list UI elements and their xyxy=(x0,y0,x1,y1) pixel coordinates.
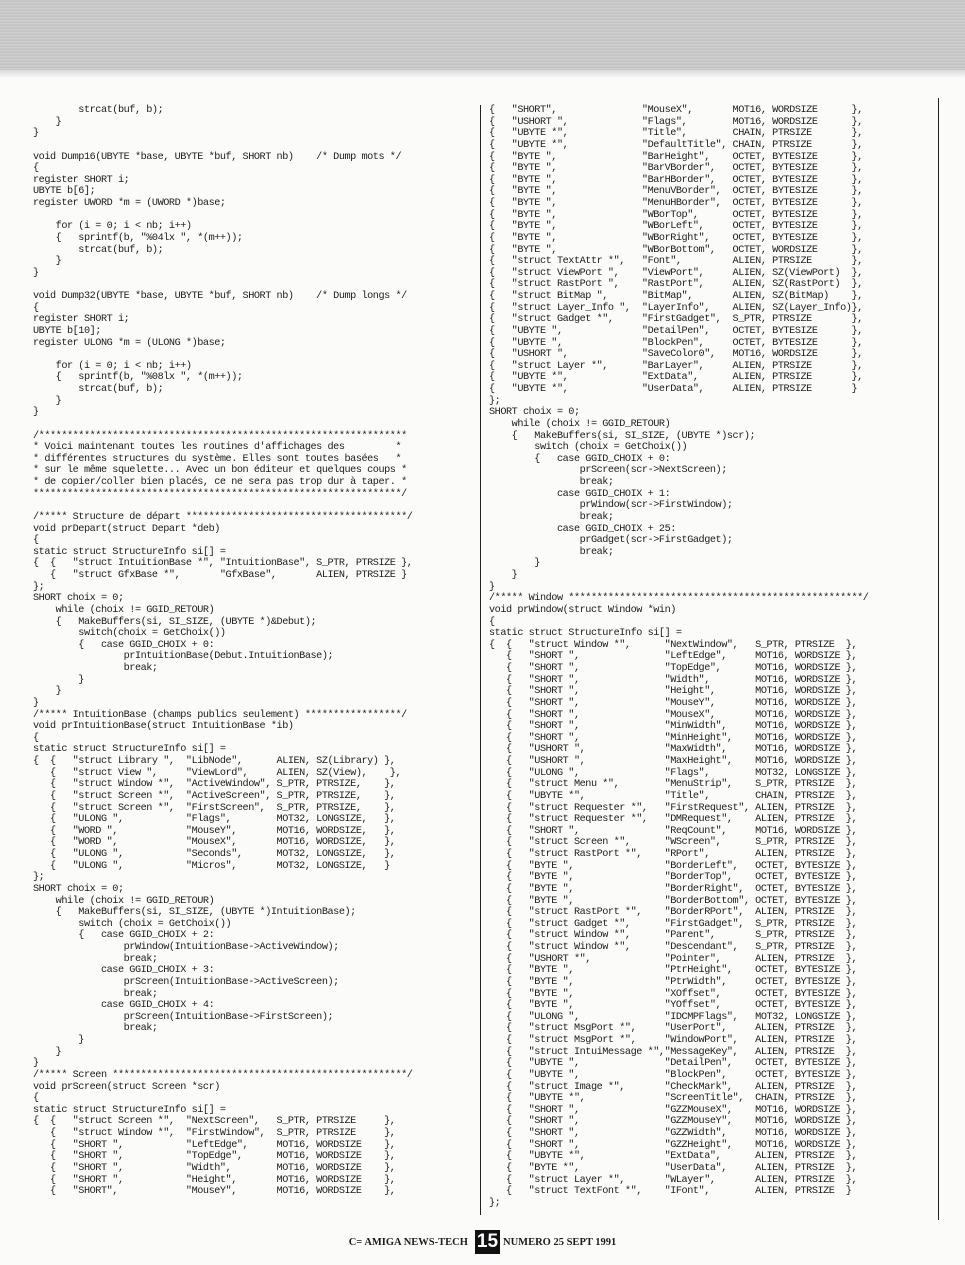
code-line: { "SHORT ", "MinWidth", MOT16, WORDSIZE }, xyxy=(489,721,858,733)
code-line: case GGID_CHOIX + 3: xyxy=(33,965,215,977)
column-divider xyxy=(480,105,481,1215)
code-line: case GGID_CHOIX + 1: xyxy=(489,488,671,500)
code-line: { "BYTE ", "BarHeight", OCTET, BYTESIZE }, xyxy=(489,151,863,163)
code-line: case GGID_CHOIX + 4: xyxy=(33,1000,215,1012)
code-line: { "struct Window *", "Parent", S_PTR, PTRSIZE }, xyxy=(489,930,858,942)
code-column-right xyxy=(489,105,929,1209)
code-line: { "struct RastPort *", "RPort", ALIEN, PTRSIZE }, xyxy=(489,849,858,860)
code-line: { "BYTE ", "PtrHeight", OCTET, BYTESIZE }, xyxy=(489,965,858,977)
code-line: UBYTE b[10]; xyxy=(33,325,101,337)
code-line: { "BYTE ", "BarHBorder", OCTET, BYTESIZE }, xyxy=(489,174,863,186)
code-line: } xyxy=(489,570,518,581)
code-line: for (i = 0; i < nb; i++) xyxy=(33,221,192,233)
code-line: void prWindow(struct Window *win) xyxy=(489,604,676,616)
code-line: { "struct Requester *", "DMRequest", ALIEN, PTRSIZE }, xyxy=(489,814,858,826)
code-line: break; xyxy=(489,546,614,558)
code-line: break; xyxy=(33,663,158,674)
code-line: { "struct TextAttr *", "Font", ALIEN, PTRSIZE }, xyxy=(489,256,863,268)
code-line: { "struct RastPort ", "RastPort", ALIEN, SZ(RastPort) }, xyxy=(489,279,863,291)
code-line: { "BYTE ", "WBorLeft", OCTET, BYTESIZE }, xyxy=(489,221,863,233)
code-line: { "struct GfxBase *", "GfxBase", ALIEN, PTRSIZE } xyxy=(33,570,407,581)
code-line: { "struct Window *", "ActiveWindow", S_PTR, PTRSIZE, }, xyxy=(33,779,396,791)
code-line: { "ULONG ", "Seconds", MOT32, LONGSIZE, }, xyxy=(33,849,396,860)
code-line: register ULONG *m = (ULONG *)base; xyxy=(33,337,226,349)
code-line: { "SHORT ", "GZZMouseX", MOT16, WORDSIZE }, xyxy=(489,1104,858,1116)
code-line: { case GGID_CHOIX + 0: xyxy=(33,639,215,651)
code-line: break; xyxy=(33,988,158,1000)
code-line: } xyxy=(33,128,39,140)
code-line: { xyxy=(33,1093,39,1105)
code-line: { { "struct Screen *", "NextScreen", S_PTR, PTRSIZE }, xyxy=(33,1116,396,1128)
code-line xyxy=(33,500,473,512)
code-line: { "struct MsgPort *", "UserPort", ALIEN, PTRSIZE }, xyxy=(489,1023,858,1035)
magazine-name: C= AMIGA NEWS-TECH xyxy=(348,1236,468,1248)
page-footer xyxy=(0,1227,965,1257)
code-line: { "SHORT ", "LeftEdge", MOT16, WORDSIZE }, xyxy=(489,651,858,663)
code-line: { "USHORT ", "Flags", MOT16, WORDSIZE }, xyxy=(489,116,863,128)
code-line: /***************************************************************** xyxy=(33,430,407,442)
code-line: { "BYTE ", "WBorBottom", OCTET, WORDSIZE }, xyxy=(489,244,863,256)
code-line: } xyxy=(33,1035,84,1046)
code-line: * de copier/coller bien placés, ce ne sera pas trop dur à taper. * xyxy=(33,477,407,488)
code-line: { "UBYTE ", "BlockPen", OCTET, BYTESIZE }, xyxy=(489,337,863,349)
code-line: { sprintf(b, "%08lx ", *(m++)); xyxy=(33,372,243,384)
code-line: } xyxy=(489,558,540,570)
code-line: prScreen(IntuitionBase->ActiveScreen); xyxy=(33,976,339,988)
code-line: * Voici maintenant toutes les routines d'affichages des * xyxy=(33,442,402,454)
code-line: } xyxy=(33,697,39,709)
code-line: { "USHORT ", "MaxWidth", MOT16, WORDSIZE }, xyxy=(489,744,858,756)
code-line: strcat(buf, b); xyxy=(33,105,164,116)
code-line: SHORT choix = 0; xyxy=(489,407,580,419)
code-line: { sprintf(b, "%04lx ", *(m++)); xyxy=(33,232,243,244)
code-line: { "SHORT ", "ReqCount", MOT16, WORDSIZE }, xyxy=(489,825,858,837)
code-line: static struct StructureInfo si[] = xyxy=(33,744,226,756)
code-line: } xyxy=(33,407,39,419)
code-line: { "USHORT ", "MaxHeight", MOT16, WORDSIZE }, xyxy=(489,756,858,767)
code-line: prGadget(scr->FirstGadget); xyxy=(489,535,733,547)
header-band xyxy=(0,0,965,78)
code-line: { "struct MsgPort *", "WindowPort", ALIEN, PTRSIZE }, xyxy=(489,1035,858,1046)
code-line: { "SHORT ", "MouseX", MOT16, WORDSIZE }, xyxy=(489,709,858,721)
code-line: /***** Structure de départ ***************************************/ xyxy=(33,511,413,523)
code-line: case GGID_CHOIX + 25: xyxy=(489,523,676,535)
code-line: while (choix != GGID_RETOUR) xyxy=(33,895,215,907)
code-line: } xyxy=(33,395,62,407)
code-line: { "BYTE ", "WBorTop", OCTET, BYTESIZE }, xyxy=(489,209,863,221)
code-line: } xyxy=(33,116,62,128)
code-line xyxy=(33,419,473,431)
code-line: { "struct Screen *", "FirstScreen", S_PTR, PTRSIZE, }, xyxy=(33,802,396,814)
code-line: { xyxy=(33,535,39,547)
code-line: { xyxy=(33,163,39,175)
code-line: register UWORD *m = (UWORD *)base; xyxy=(33,198,226,209)
code-line: { "struct IntuiMessage *","MessageKey", ALIEN, PTRSIZE }, xyxy=(489,1046,858,1058)
code-line: * différentes structures du système. Elles sont toutes basées * xyxy=(33,453,402,465)
code-line: { "struct BitMap ", "BitMap", ALIEN, SZ(BitMap) }, xyxy=(489,291,863,302)
code-line: UBYTE b[6]; xyxy=(33,186,96,198)
code-line: { "SHORT ", "Height", MOT16, WORDSIZE }, xyxy=(33,1174,396,1186)
code-line: { "SHORT ", "Width", MOT16, WORDSIZE }, xyxy=(489,674,858,686)
code-line xyxy=(33,140,473,152)
code-line: switch (choix = GetChoix()) xyxy=(489,442,688,454)
code-line: { "BYTE ", "MenuHBorder", OCTET, BYTESIZE }, xyxy=(489,198,863,209)
code-line: { "BYTE ", "XOffset", OCTET, BYTESIZE }, xyxy=(489,988,858,1000)
code-line: { "struct Menu *", "MenuStrip", S_PTR, PTRSIZE }, xyxy=(489,779,858,791)
code-line: { case GGID_CHOIX + 2: xyxy=(33,930,215,942)
code-line: { xyxy=(33,302,39,314)
code-line: { "SHORT ", "TopEdge", MOT16, WORDSIZE }, xyxy=(489,663,858,674)
code-line: { "SHORT ", "GZZWidth", MOT16, WORDSIZE }, xyxy=(489,1128,858,1139)
code-line: { case GGID_CHOIX + 0: xyxy=(489,453,671,465)
code-line: strcat(buf, b); xyxy=(33,244,164,256)
right-margin-rule xyxy=(938,98,939,1220)
code-line: { MakeBuffers(si, SI_SIZE, (UBYTE *)scr); xyxy=(489,430,756,442)
code-line: } xyxy=(33,267,39,279)
code-line: strcat(buf, b); xyxy=(33,384,164,395)
code-line: { "BYTE ", "BorderLeft", OCTET, BYTESIZE }, xyxy=(489,860,858,872)
code-line: while (choix != GGID_RETOUR) xyxy=(33,604,215,616)
code-line: { "SHORT", "MouseX", MOT16, WORDSIZE }, xyxy=(489,105,863,116)
code-line: { "WORD ", "MouseY", MOT16, WORDSIZE, }, xyxy=(33,825,396,837)
code-line: { "struct ViewPort ", "ViewPort", ALIEN, SZ(ViewPort) }, xyxy=(489,267,863,279)
code-line: static struct StructureInfo si[] = xyxy=(33,1104,226,1116)
page-number: 15 xyxy=(476,1231,499,1252)
code-line: { "SHORT ", "MouseY", MOT16, WORDSIZE }, xyxy=(489,697,858,709)
code-line: { xyxy=(489,616,495,628)
code-line xyxy=(33,349,473,361)
code-line: for (i = 0; i < nb; i++) xyxy=(33,360,192,372)
code-line: { "BYTE ", "BorderBottom", OCTET, BYTESIZE }, xyxy=(489,895,858,907)
code-line: *****************************************************************/ xyxy=(33,488,407,500)
code-line: break; xyxy=(489,477,614,488)
code-line: prScreen(scr->NextScreen); xyxy=(489,465,727,477)
code-line: { "struct Image *", "CheckMark", ALIEN, PTRSIZE }, xyxy=(489,1081,858,1093)
code-line: { "UBYTE *", "DefaultTitle", CHAIN, PTRSIZE }, xyxy=(489,139,863,151)
code-line: { "SHORT ", "LeftEdge", MOT16, WORDSIZE }, xyxy=(33,1139,396,1151)
code-line: { "BYTE ", "BorderTop", OCTET, BYTESIZE }, xyxy=(489,872,858,884)
code-line: { "struct TextFont *", "IFont", ALIEN, PTRSIZE } xyxy=(489,1186,852,1198)
code-line: } xyxy=(33,674,84,686)
code-line: { "SHORT ", "Height", MOT16, WORDSIZE }, xyxy=(489,686,858,698)
code-line: { "BYTE ", "PtrWidth", OCTET, BYTESIZE }, xyxy=(489,976,858,988)
code-line: { "struct RastPort *", "BorderRPort", ALIEN, PTRSIZE }, xyxy=(489,907,858,919)
code-line: void prScreen(struct Screen *scr) xyxy=(33,1081,220,1093)
code-line: { "BYTE ", "WBorRight", OCTET, BYTESIZE }, xyxy=(489,232,863,244)
code-line: { "ULONG ", "Flags", MOT32, LONGSIZE }, xyxy=(489,767,858,779)
code-line: { "SHORT ", "GZZMouseY", MOT16, WORDSIZE }, xyxy=(489,1116,858,1128)
code-line: { "UBYTE *", "ExtData", ALIEN, PTRSIZE }, xyxy=(489,372,863,384)
code-line: { "WORD ", "MouseX", MOT16, WORDSIZE, }, xyxy=(33,837,396,849)
code-line: { "struct View ", "ViewLord", ALIEN, SZ(View), }, xyxy=(33,767,402,779)
code-line xyxy=(33,210,473,222)
code-line: { { "struct Library ", "LibNode", ALIEN, SZ(Library) }, xyxy=(33,756,396,767)
code-line: { "struct Screen *", "WScreen", S_PTR, PTRSIZE }, xyxy=(489,837,858,849)
code-line: while (choix != GGID_RETOUR) xyxy=(489,418,671,430)
code-line: { "SHORT ", "Width", MOT16, WORDSIZE }, xyxy=(33,1162,396,1174)
code-line: { { "struct IntuitionBase *", "IntuitionBase", S_PTR, PTRSIZE }, xyxy=(33,558,413,570)
code-line: { "UBYTE *", "UserData", ALIEN, PTRSIZE } xyxy=(489,384,858,395)
code-line: prIntuitionBase(Debut.IntuitionBase); xyxy=(33,651,334,663)
code-line: { "struct Requester *", "FirstRequest", ALIEN, PTRSIZE }, xyxy=(489,802,858,814)
code-line: { "BYTE ", "MenuVBorder", OCTET, BYTESIZE }, xyxy=(489,186,863,198)
code-line: { "struct Layer_Info ", "LayerInfo", ALIEN, SZ(Layer_Info)}, xyxy=(489,302,863,314)
code-line: { "SHORT ", "MinHeight", MOT16, WORDSIZE }, xyxy=(489,732,858,744)
code-line: } xyxy=(33,256,62,268)
code-line: register SHORT i; xyxy=(33,174,130,186)
code-line: { "BYTE ", "YOffset", OCTET, BYTESIZE }, xyxy=(489,1000,858,1012)
code-line: { "SHORT ", "TopEdge", MOT16, WORDSIZE }, xyxy=(33,1151,396,1163)
code-column-left xyxy=(33,105,473,1198)
code-line: { "struct Layer *", "BarLayer", ALIEN, PTRSIZE }, xyxy=(489,360,863,372)
code-line: }; xyxy=(33,872,45,884)
code-line: { { "struct Window *", "NextWindow", S_PTR, PTRSIZE }, xyxy=(489,639,858,651)
code-line: }; xyxy=(489,1197,501,1209)
code-line: } xyxy=(33,686,62,698)
code-line: { xyxy=(33,732,39,744)
code-line: switch (choix = GetChoix()) xyxy=(33,918,232,930)
code-line: { "UBYTE ", "BlockPen", OCTET, BYTESIZE }, xyxy=(489,1069,858,1081)
code-line: { "BYTE ", "BorderRight", OCTET, BYTESIZE }, xyxy=(489,883,858,895)
code-line: } xyxy=(33,1058,39,1070)
code-line: void Dump16(UBYTE *base, UBYTE *buf, SHORT nb) /* Dump mots */ xyxy=(33,151,402,163)
code-line: /***** Window ****************************************************/ xyxy=(489,593,869,605)
code-line: prWindow(IntuitionBase->ActiveWindow); xyxy=(33,942,339,953)
code-line: { MakeBuffers(si, SI_SIZE, (UBYTE *)&Debut); xyxy=(33,616,317,628)
code-line: { "UBYTE ", "DetailPen", OCTET, BYTESIZE }, xyxy=(489,325,863,337)
code-line: void Dump32(UBYTE *base, UBYTE *buf, SHORT nb) /* Dump longs */ xyxy=(33,291,407,302)
code-line: /***** IntuitionBase (champs publics seulement) *****************/ xyxy=(33,709,407,721)
code-line: } xyxy=(33,1046,62,1058)
code-line: { MakeBuffers(si, SI_SIZE, (UBYTE *)IntuitionBase); xyxy=(33,907,356,919)
code-line: { "struct Layer *", "WLayer", ALIEN, PTRSIZE }, xyxy=(489,1174,858,1186)
code-line: { "struct Window *", "Descendant", S_PTR, PTRSIZE }, xyxy=(489,942,858,953)
code-line: { "SHORT ", "GZZHeight", MOT16, WORDSIZE }, xyxy=(489,1139,858,1151)
code-line: } xyxy=(489,581,495,593)
code-line: { "UBYTE *", "ScreenTitle", CHAIN, PTRSIZE }, xyxy=(489,1093,858,1105)
code-line xyxy=(33,279,473,291)
code-line: prWindow(scr->FirstWindow); xyxy=(489,500,733,512)
code-line: prScreen(IntuitionBase->FirstScreen); xyxy=(33,1011,334,1023)
code-line: { "UBYTE *", "Title", CHAIN, PTRSIZE }, xyxy=(489,790,858,802)
code-line: /***** Screen ****************************************************/ xyxy=(33,1069,413,1081)
code-line: }; xyxy=(489,395,501,407)
code-line: { "struct Gadget *", "FirstGadget", S_PTR, PTRSIZE }, xyxy=(489,314,863,326)
code-line: { "UBYTE *", "Title", CHAIN, PTRSIZE }, xyxy=(489,128,863,140)
code-line: { "UBYTE *", "ExtData", ALIEN, PTRSIZE }, xyxy=(489,1151,858,1163)
code-line: break; xyxy=(489,511,614,523)
code-line: switch(choix = GetChoix()) xyxy=(33,628,226,640)
issue-info: NUMERO 25 SEPT 1991 xyxy=(503,1236,617,1248)
code-line: void prDepart(struct Depart *deb) xyxy=(33,523,220,535)
code-line: }; xyxy=(33,581,45,593)
code-line: { "USHORT ", "SaveColor0", MOT16, WORDSIZE }, xyxy=(489,349,863,361)
code-line: break; xyxy=(33,1023,158,1035)
code-line: { "ULONG ", "Flags", MOT32, LONGSIZE, }, xyxy=(33,814,396,826)
code-line: { "BYTE ", "BarVBorder", OCTET, BYTESIZE }, xyxy=(489,163,863,175)
code-line: SHORT choix = 0; xyxy=(33,593,124,605)
code-line: SHORT choix = 0; xyxy=(33,883,124,895)
code-line: register SHORT i; xyxy=(33,314,130,326)
code-line: { "UBYTE ", "DetailPen", OCTET, BYTESIZE }, xyxy=(489,1058,858,1070)
code-line: { "ULONG ", "Micros", MOT32, LONGSIZE, } xyxy=(33,860,390,872)
code-line: { "BYTE *", "UserData", ALIEN, PTRSIZE }, xyxy=(489,1162,858,1174)
code-line: { "SHORT", "MouseY", MOT16, WORDSIZE }, xyxy=(33,1186,396,1198)
code-line: { "struct Screen *", "ActiveScreen", S_PTR, PTRSIZE, }, xyxy=(33,790,396,802)
code-line: { "USHORT *", "Pointer", ALIEN, PTRSIZE }, xyxy=(489,953,858,965)
code-line: { "struct Gadget *", "FirstGadget", S_PTR, PTRSIZE }, xyxy=(489,918,858,930)
code-line: static struct StructureInfo si[] = xyxy=(33,546,226,558)
code-line: break; xyxy=(33,953,158,965)
code-line: * sur le même squelette... Avec un bon éditeur et quelques coups * xyxy=(33,465,407,477)
code-line: { "struct Window *", "FirstWindow", S_PTR, PTRSIZE }, xyxy=(33,1128,396,1139)
code-line: void prIntuitionBase(struct IntuitionBase *ib) xyxy=(33,721,294,733)
code-line: static struct StructureInfo si[] = xyxy=(489,628,682,640)
code-line: { "ULONG ", "IDCMPFlags", MOT32, LONGSIZE }, xyxy=(489,1011,858,1023)
